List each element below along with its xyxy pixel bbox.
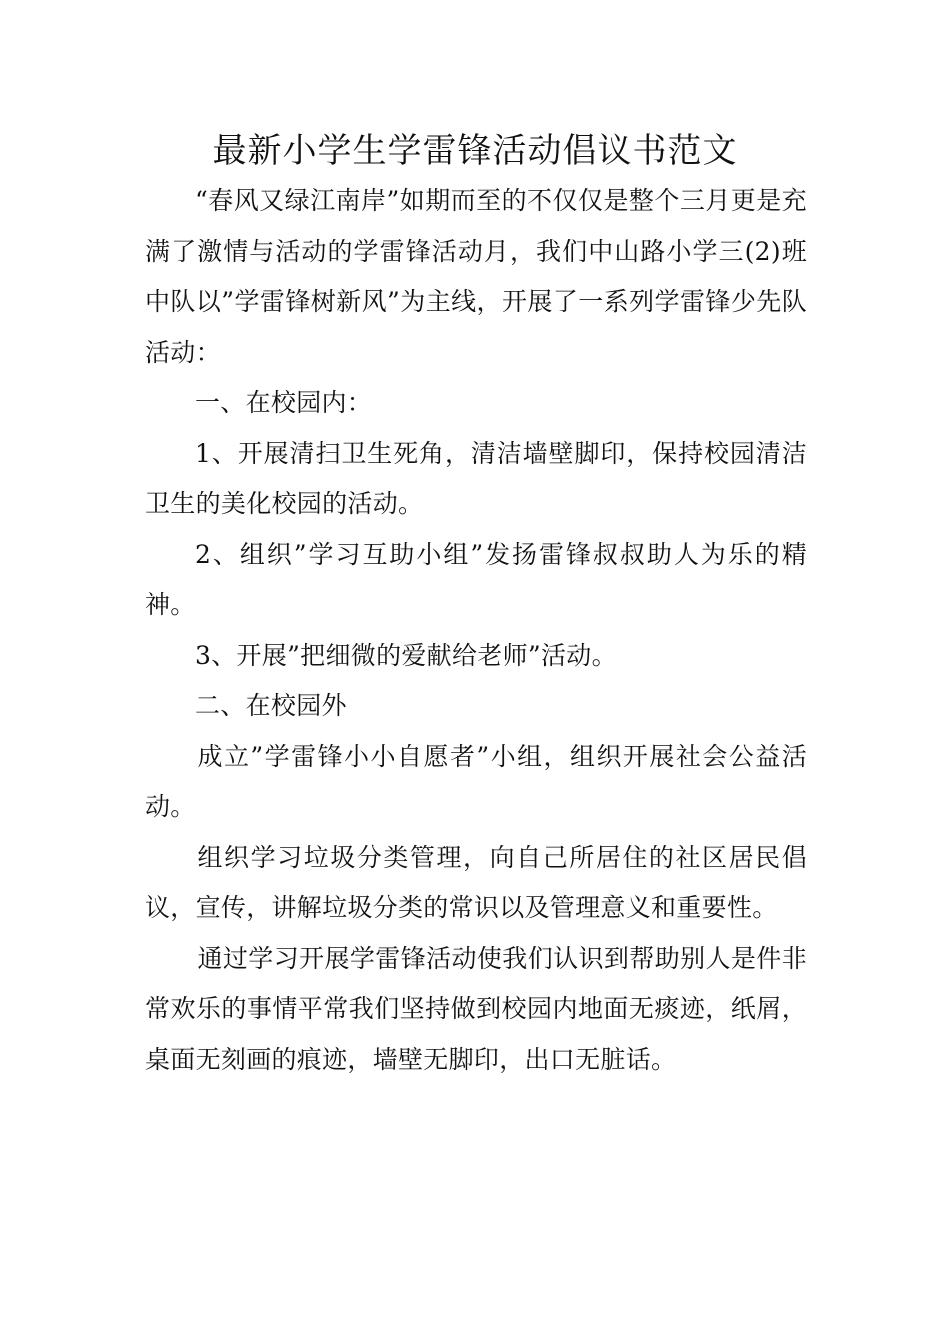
- section-heading-outside-school: 二、在校园外: [195, 691, 347, 720]
- paragraph-volunteers: 成立”学雷锋小小自愿者”小组，组织开展社会公益活动。: [145, 741, 807, 821]
- paragraph-garbage-sorting: 组织学习垃圾分类管理，向自己所居住的社区居民倡议，宣传，讲解垃圾分类的常识以及管理意义和重要性。: [145, 842, 807, 922]
- list-item-2: 2、组织”学习互助小组”发扬雷锋叔叔助人为乐的精神。: [145, 539, 807, 619]
- document-body: [145, 176, 807, 1085]
- document-title: 最新小学生学雷锋活动倡议书范文: [212, 131, 738, 171]
- section-heading-inside-school: 一、在校园内：: [195, 388, 373, 417]
- paragraph-intro: “春风又绿江南岸”如期而至的不仅仅是整个三月更是充满了激情与活动的学雷锋活动月，我们中山路小学三(2)班中队以”学雷锋树新风”为主线，开展了一系列学雷锋少先队活动：: [145, 186, 807, 367]
- list-item-1: 1、开展清扫卫生死角，清洁墙壁脚印，保持校园清洁卫生的美化校园的活动。: [145, 438, 807, 518]
- list-item-3: 3、开展”把细微的爱献给老师”活动。: [195, 640, 617, 670]
- paragraph-conclusion: 通过学习开展学雷锋活动使我们认识到帮助别人是件非常欢乐的事情平常我们坚持做到校园内地面无痰迹，纸屑，桌面无刻画的痕迹，墙壁无脚印，出口无脏话。: [145, 943, 807, 1074]
